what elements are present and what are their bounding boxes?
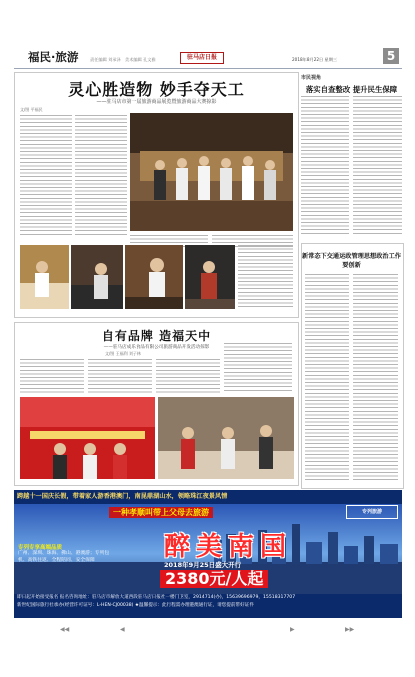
page-navigation [0,626,415,636]
column-tag: 市民视角 [301,75,322,81]
section-title: 福民·旅游 [28,50,79,64]
body-text-column [20,359,84,393]
header-rule [14,68,402,69]
body-text-column [224,343,292,393]
ad-contact-line-2: 新世纪国际旅行社承办(经营许可证号：L-HEN-CJ00038) ★温馨提示：此行程需办理港澳通行证，请您提前带好证件 [17,603,254,608]
photo-shop [158,397,294,479]
article-lead [14,72,299,318]
body-text-column [305,274,349,480]
body-text-column [238,245,293,307]
body-text-column [75,115,127,235]
byline: 文/图 王福利 刘子林 [105,351,141,356]
photo-main [130,113,293,231]
headline: 灵心胜造物 妙手夺天工 [68,80,245,99]
column-headline: 落实自查整改 提升民生保障 [305,85,398,94]
ad-left-body: 广州、深圳、珠海、佛山、港澳游；专列包机、高铁往返、全程陪同、安全保障 [18,551,110,563]
ad-date-line: 2018年9月25日盛大开行 [164,561,242,569]
photo-small-3 [125,245,183,309]
body-text-column [353,96,402,236]
body-text-column [20,115,72,235]
body-text-column [301,96,349,236]
next-page-icon[interactable]: ▶ [290,626,295,633]
article-second [14,322,299,486]
travel-advertisement [14,490,402,618]
ad-contact-line-1: 即日起开始接受报名 报名咨询地址：驻马店市解放大道西段驻马店日报社一楼门卫室，2914714(办)，15639696979，15518317707 [17,595,296,600]
newspaper-logo: 驻马店日报 [180,52,224,64]
ad-headline: 醉美南国 [164,532,293,562]
ad-top-banner: 跨越十一国庆长假，带着家人游香港澳门，南昆鼎湖山水，领略珠江夜景风情 [14,490,402,504]
issue-date: 2018年8月22日 星期三 [292,57,338,62]
byline: 文/图 平福民 [20,107,43,112]
column-box-headline: 新常态下交通运政管理思想政治工作要创新 [302,253,401,269]
body-text-column [156,359,220,393]
editor-credit: 责任编辑 刘承泽 [90,57,121,62]
art-editor-credit: 美术编辑 孔文雅 [125,57,156,62]
ad-price: 2380元/人起 [160,570,268,588]
ad-contact-bar [14,594,402,618]
page-number: 5 [383,48,399,64]
photo-small-2 [71,245,123,309]
prev-page-icon[interactable]: ◀ [120,626,125,633]
ad-logo: 专列旅游 [346,505,398,519]
next-arrow-icon[interactable]: ▶▶ [345,626,355,633]
body-text-column [88,359,152,393]
subheadline: ——驻马店市第一届旅游商品展览暨旅游商品大赛掠影 [96,99,217,105]
body-text-column [353,274,398,480]
headline: 自有品牌 造福天中 [101,329,212,343]
ad-left-heading: 专列专享高端品质 [18,545,63,551]
ad-tagline: 一种孝顺叫带上父母去旅游 [109,507,213,518]
subheadline: ——驻马店成乐食品有限公司旅游商品开发活动掠影 [103,345,210,350]
photo-small-4 [185,245,235,309]
photo-ceremony [20,397,155,479]
photo-small-1 [20,245,69,309]
prev-arrow-icon[interactable]: ◀◀ [60,626,70,633]
